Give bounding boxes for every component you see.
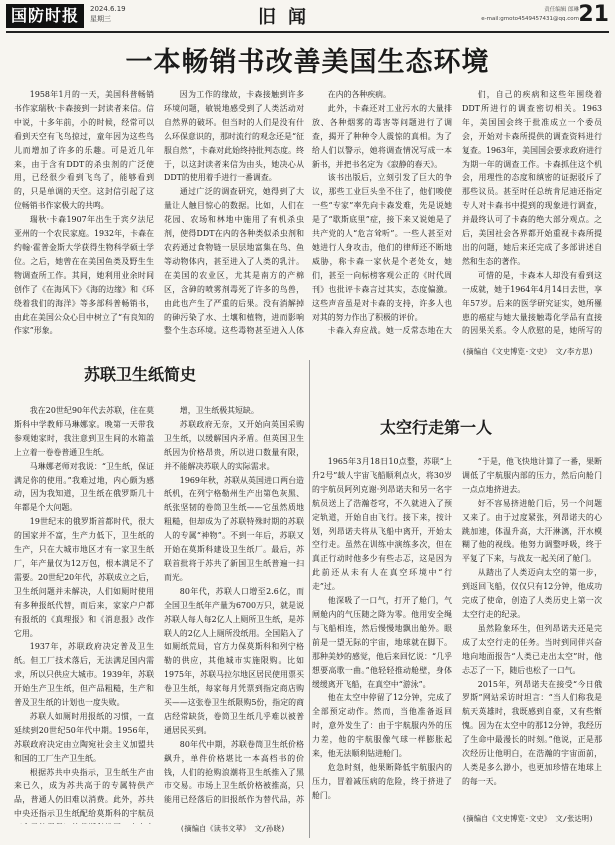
paragraph: “于是，他飞快地计算了一番，果断调低了宇航服内部的压力，然后向舱门一点点地挤进去。: [462, 457, 602, 494]
paragraph: 瑞秋·卡森1907年出生于宾夕法尼亚州的一个农民家庭。1932年，卡森在约翰·霍普金斯大学获得生物科学硕士学位。之后，她曾在在美国鱼类及野生生物调查所工作。其间，她利用业余时间创作了《在海风下》《海的边缘》和《环绕着我们的海洋》等多部科普畅销书，由此在美国公众心目中树立了“有良知的作家”形象。: [14, 215, 154, 336]
paragraph: 苏联政府无奈，又开始向英国采购卫生纸，以缓解国内矛盾。但英国卫生纸因为价格昂贵，所以进口数量有限，并不能解决苏联人的实际需求。: [164, 419, 304, 471]
paragraph: 好不容易挤进舱门后，另一个问题又来了。由于过度紧张，列昂诺夫的心跳加速，体温升高，大汗淋漓，汗水模糊了他的视线。他努力调整呼吸，终于平复了下来，与战友一起关闭了舱门。: [462, 498, 602, 564]
article2-col2: [164, 404, 304, 804]
paragraph: 马琳娜老师对我说：“卫生纸，保证满足你的使用。”我难过地，内心颇为感动，因为我知道，卫生纸在俄罗斯几十年都是个大问题。: [14, 461, 154, 513]
paragraph: 此外，卡森还对工业污水的大量排放、各种烟雾的毒害等问题进行了调查，揭开了种种令人震惊的真相。为了给人们以警示，她将调查情况写成一本新书，并把书名定为《寂静的春天》。: [312, 103, 452, 169]
header-rule: [6, 31, 609, 33]
paragraph: 卡森入弃应战。她一反常态地在大: [327, 326, 452, 336]
paragraph: 2015年，列昂诺夫在接受“今日俄罗斯”网站采访时坦言：“当人们称我是航天英雄时，我既感到自豪，又有些惭愧。因为在太空中的那12分钟，我经历了生命中最漫长的时刻。”他说，正是那次经历让他明白，在浩瀚的宇宙面前，人类是多么渺小，也更加珍惜在地球上的每一天。: [462, 679, 602, 786]
section-title: 旧闻: [258, 7, 318, 28]
page-number: 21: [578, 2, 609, 27]
article3-signature: (摘编自《文史博览·文史》 文/张达明): [462, 814, 594, 823]
editor-email: e-mail:gmoto4549457431@qq.com: [481, 16, 579, 22]
paragraph: 根据苏共中央指示，卫生纸生产由来已久，成为苏共高于的专属特供产品，普通人仍旧难以消费。此外，苏共中央还指示卫生纸配给莫斯科的宇航员: [14, 767, 154, 819]
column-divider: [309, 360, 310, 838]
paragraph: 因为工作的缘故，卡森接触到许多环境问题，敏锐地感受到了人类活动对自然界的破坏。但当时的人们是没有什么环保意识的，那时流行的观念还是“征服自然”，卡森对此始终持批判态度。终于，以这封读者来信为由头，她决心从DDT的使用着手进行一番调查。: [164, 90, 304, 183]
article3-col1: [312, 455, 452, 837]
editor-credit: [481, 6, 579, 24]
article1-signature: (摘编自《文史博览·文史》 文/李方思): [462, 347, 594, 356]
paragraph: 1965年3月18日10点整，苏联“上升2号”载人宇宙飞船顺利点火，将30岁的宇航员阿列克谢·列昂诺夫和另一名宇航员送上了浩瀚苍穹，不久就进入了预定轨道，开始自由飞行。接下来，按计划，列昂诺夫将从飞船中离开，开始太空行走。虽然在训练中演练多次，但在真正行动时他多少有些忐忑，这是因为此前还从未有人在真空环境中“行走”过。: [312, 457, 452, 592]
article3-col2: [462, 455, 602, 811]
paragraph: 1958年1月的一天，美国科普畅销书作家瑞秋·卡森接到一封读者来信。信中说，十多年前，小的时候，经常可以看到天空有飞鸟掠过，童年因为这些鸟儿而增加了许多的乐趣。可是近几年来，由于含有DDT的杀虫剂的广泛使用，已经很少看到飞鸟了，能够看到的，只是单调的天空。这封信引起了这位畅销书作家极大的共鸣。: [14, 90, 154, 211]
paragraph: 他在太空中停留了12分钟，完成了全部预定动作。然而，当他准备返回时，意外发生了：由于宇航服内外的压力差，他的宇航服像气球一样膨胀起来，他无法顺利钻进舱门。: [312, 693, 452, 759]
article2-col1: [14, 404, 154, 824]
article3-title: 太空行走第一人: [380, 418, 493, 437]
article1-col4: [462, 88, 602, 338]
paragraph: 我在20世纪90年代去苏联，住在莫斯科中学教师马琳娜家。晚第一天带我参观她家时，我注意到卫生间的水箱盖上立着一卷卷普通卫生纸。: [14, 406, 154, 457]
article2-title: 苏联卫生纸简史: [84, 365, 197, 384]
paragraph: 从踏出了人类迈向太空的第一步，到返回飞船，仅仅只有12分钟，他成功完成了使命，创造了人类历史上第一次太空行走的纪录。: [462, 568, 602, 619]
paragraph: 19世纪末的俄罗斯首都时代，很大的国家并不富，生产力低下，卫生纸的生产，只在大城市地区才有一家卫生纸厂，年产量仅为12万包，根本满足不了需要。20世纪20年代，苏联成立之后，卫生纸问题并未解决，人们如厕时使用有多种报纸代替，而后来，家家户户都有报纸的《真理报》和《消息报》改作它用。: [14, 517, 154, 638]
paragraph: 们，自己的疾病和这些年围绕着DDT所进行的调查密切相关。1963年，美国国会终于批准成立一个委员会，开始对卡森所提供的调查资料进行复查。1963年，美国国会要求政府进行为期一年的调查工作。卡森抓住这个机会，用理性的态度和缜密的证据驳斥了那些议员。甚至时任总统肯尼迪还指定专人对卡森书中提到的现象进行调查，并最终认可了卡森的绝大部分观点。之后，美国社会各界都开始重视卡森所提出的问题，她后来还完成了多部讲述自然和生态的著作。: [462, 90, 602, 266]
paragraph: 他深吸了一口气，打开了舱门，气闸舱内的气压随之降为零。他用安全绳与飞船相连，然后慢慢地飘出舱外。眼前是一望无际的宇宙，地球就在脚下。那种美妙的感觉，他后来回忆说：“几乎想要高歌一曲。”他轻轻推动舱壁，身体缓缓离开飞船，在真空中“游泳”。: [312, 596, 452, 689]
paragraph: 危急时刻，他果断降低宇航服内的压力，冒着减压病的危险，终于挤进了舱门。: [312, 762, 452, 800]
main-headline: 一本畅销书改善美国生态环境: [125, 47, 490, 78]
article1-col2: [164, 88, 304, 338]
paragraph: 通过广泛的调查研究，她得到了大量让人触目惊心的数据。比如，人们在花园、农场和林地中施用了有机杀虫剂，使得DDT在内的各种类似杀虫剂和农药通过食物链一层层地富集在鸟、鱼等动物体内，甚至进入了人类的乳汁。在美国的农业区，尤其是南方的产棉区，含砷的喷雾剂毒死了许多的鸟兽，由此也产生了严重的后果。没有消解掉的砷污染了水、土壤和植物，进而影响整个生态环境。这些毒物甚至进入人体: [164, 187, 304, 336]
editor-name: 责任编辑 郎琳: [544, 7, 579, 13]
article1-col1: [14, 88, 154, 338]
paragraph: 1969年秋，苏联从英国进口两台造纸机，在列宁格勒州生产出第色灰黑、纸张坚韧的卷筒卫生纸——它虽然质地粗糙，但却成为了苏联特殊时期的苏联人的专属“神物”。不到一年后，苏联又开始在莫斯科建设卫生纸厂。最后，苏联首批将于苏共了新国卫生纸普遍一扫而光。: [164, 475, 304, 582]
paragraph: 在内的各种疾病。: [327, 90, 391, 99]
paragraph: 虽然险象环生，但列昂诺夫还是完成了太空行走的任务。当时到同伴兴奋地向地面报告“人类已走出太空”时，他忐忑了一下，随后也松了一口气。: [462, 623, 602, 675]
paragraph: 80年代中期，苏联卷筒卫生纸价格飙升，单件价格堪比一本高档书的价钱，人们的抢购浪潮将卫生纸推入了黑市交易。市场上卫生纸价格被推高，只能用已经落后的旧报纸作为替代品，苏: [164, 739, 304, 804]
paragraph: 该书出版后，立刻引发了巨大的争议，那些工业巨头坐不住了，他们唆使一些“专家”率先向卡森发难，先是说她是了“歇斯底里”症，接下来又说她是了共产党的人“危言耸听”。一些人甚至对她进行人身攻击，他们的律师还不断地威胁，称卡森一家伙是个老处女，她们，甚至一向标榜客观公正的《时代周刊》也批评卡森言过其实，态度偏激。这些声音虽是对卡森的支持，许多人也对其的努力作出了积极的评价。: [312, 173, 452, 322]
article2-signature: (摘编自《读书文萃》 文/孙晓): [180, 824, 286, 833]
paragraph: 增，卫生纸极其短缺。: [179, 406, 259, 415]
masthead-logo: 国防时报: [6, 4, 84, 28]
paragraph: 80年代，苏联人口增至2.6亿，而全国卫生纸年产量为6700万只，就是说苏联人每人每2亿人上厕所卫生纸，是苏联人的2亿人上厕所没纸用。全国陷入了如厕纸荒局，官方力保莫斯科和列宁格勒的供应，其他城市实施限购。比如1975年，苏联马拉尔地区居民使用票买卷卫生纸，每家每月凭票到指定商店购买——这张卷卫生纸限购5份，指定的商店经常缺货，卷筒卫生纸几乎难以被普通居民买到。: [164, 586, 304, 735]
issue-date: [90, 4, 126, 24]
weekday-text: 星期三: [90, 15, 111, 23]
article1-col3: [312, 88, 452, 338]
paragraph: 苏联人如厕时用报纸的习惯，一直延续到20世纪50年代中期。1956年，苏联政府决定由立陶宛社会主义加盟共和国的工厂生产卫生纸。: [14, 711, 154, 763]
paragraph: 1937年，苏联政府决定普及卫生纸。但工厂技术落后，无法满足国内需求，所以只供应大城市。1939年，苏联开始生产卫生纸，但产品粗糙，生产和普及卫生纸的计划也一度失败。: [14, 642, 154, 708]
date-text: 2024.6.19: [90, 5, 126, 13]
paragraph: 可惜的是，卡森本人却没有看到这一成就，她于1964年4月14日去世，享年57岁。后来的医学研究证实，她所罹患的癌症与她大量接触毒化学品有直接的因果关系。令人欣慰的是，她所写的: [462, 270, 602, 336]
